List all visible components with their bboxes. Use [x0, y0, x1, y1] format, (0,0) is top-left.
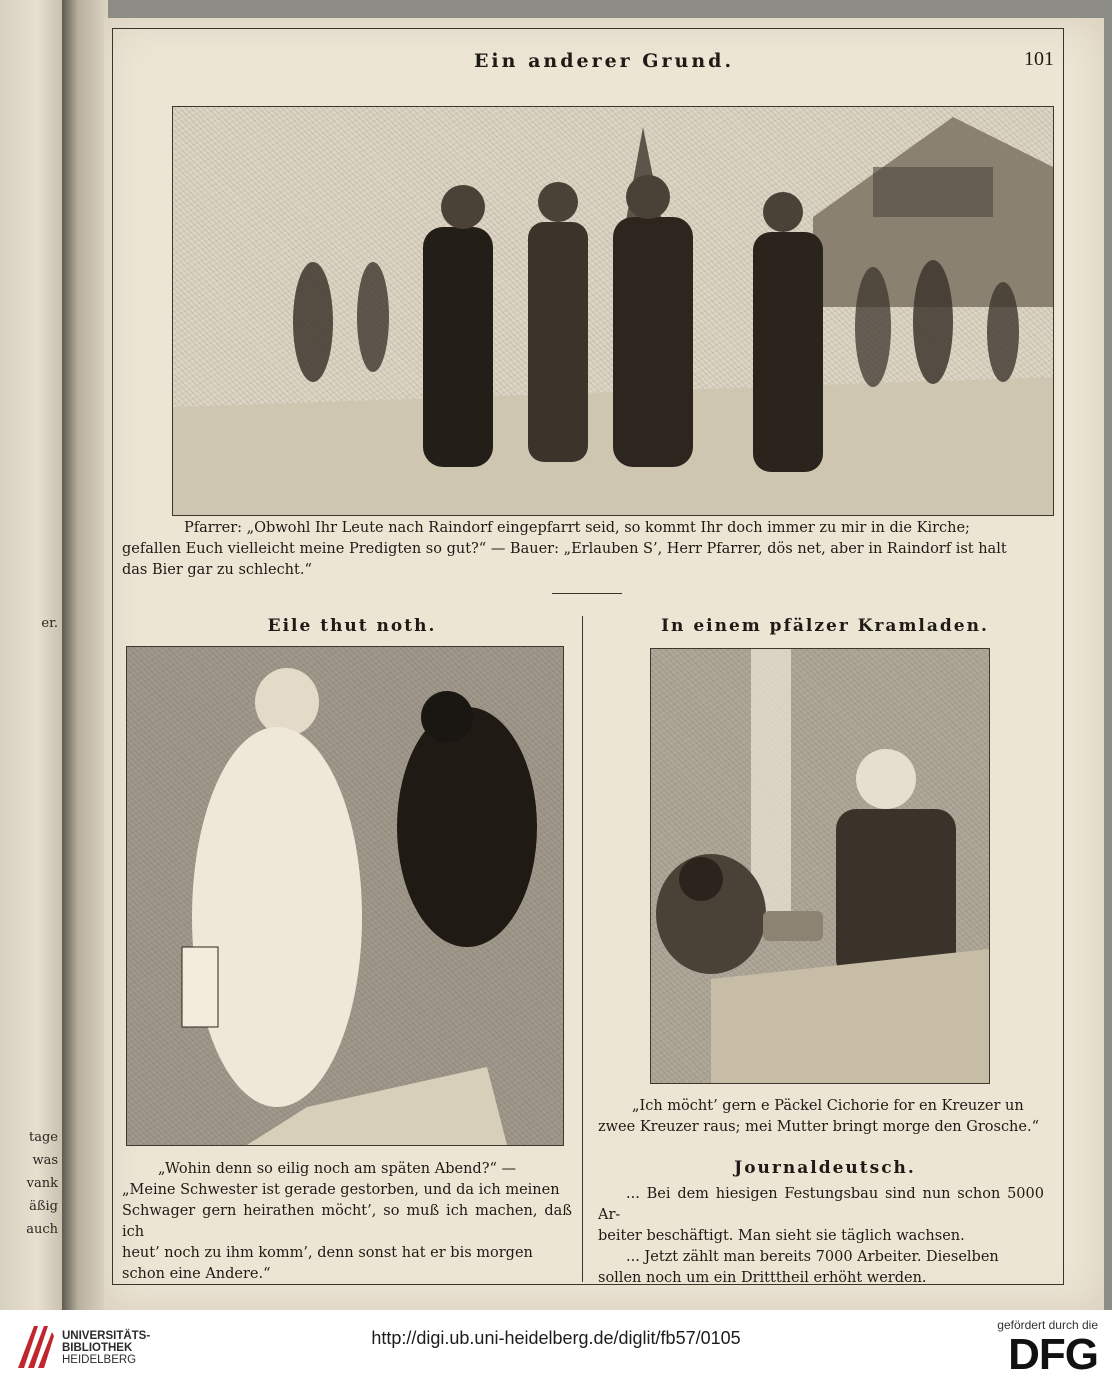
caption-line: ... Jetzt zählt man bereits 7000 Arbeiter. Dieselben [626, 1249, 999, 1265]
peasant-figure [613, 217, 693, 467]
caption-line: ... Bei dem hiesigen Festungsbau sind nun schon 5000 Ar- [598, 1186, 1044, 1223]
peasant-figure [753, 232, 823, 472]
shopkeeper-figure [836, 809, 956, 979]
prev-page-fragment: was [32, 1153, 58, 1168]
funded-by-label: gefördert durch die [997, 1318, 1098, 1332]
library-name-line: BIBLIOTHEK [62, 1342, 133, 1354]
girl-figure [397, 707, 537, 947]
column-divider [582, 616, 583, 1282]
prev-page-fragment: er. [41, 616, 58, 631]
woman-figure [192, 727, 362, 1107]
book-gutter [62, 0, 108, 1310]
illustration-village-street [172, 106, 1054, 516]
prev-page-fragment: tage [29, 1130, 58, 1145]
cichorie-box [763, 911, 823, 941]
caption-line: Schwager gern heirathen möcht’, so muß ich machen, daß ich [122, 1203, 572, 1240]
peasant-figure [528, 222, 588, 462]
woman-scene-drawing [127, 647, 563, 1145]
section-divider [552, 593, 622, 594]
caption-line: gefallen Euch vielleicht meine Predigten so gut?“ — Bauer: „Erlauben S’, Herr Pfarrer, dös net, aber in Raindorf ist halt [122, 541, 1007, 557]
caption-line: Pfarrer: „Obwohl Ihr Leute nach Raindorf eingepfarrt seid, so kommt Ihr doch immer zu mir in die Kirche; [184, 520, 970, 536]
section-title-kramladen: In einem pfälzer Kramladen. [661, 616, 989, 636]
shop-scene-drawing [651, 649, 989, 1083]
section-title-eile: Eile thut noth. [267, 616, 437, 636]
section-title-journaldeutsch: Journaldeutsch. [734, 1158, 916, 1178]
caption-line: schon eine Andere.“ [122, 1266, 271, 1282]
caption-line: beiter beschäftigt. Man sieht sie täglich wachsen. [598, 1228, 965, 1244]
permalink-url[interactable]: http://digi.ub.uni-heidelberg.de/diglit/fb57/0105 [371, 1328, 741, 1348]
caption-line: heut’ noch zu ihm komm’, denn sonst hat er bis morgen [122, 1245, 533, 1261]
viewer-footer [0, 1310, 1112, 1387]
dfg-logo[interactable]: DFG [1008, 1330, 1098, 1379]
eile-caption [122, 1159, 572, 1285]
kramladen-caption [598, 1096, 1044, 1138]
prev-page-fragment: vank [26, 1176, 58, 1191]
prev-page-fragment: äßig [29, 1199, 58, 1214]
caption-line: sollen noch um ein Dritttheil erhöht werden. [598, 1270, 927, 1286]
library-name-line: UNIVERSITÄTS- [62, 1330, 151, 1342]
page-number: 101 [1024, 48, 1054, 70]
illustration-woman-and-girl [126, 646, 564, 1146]
caption-line: „Wohin denn so eilig noch am späten Abend?“ — [158, 1161, 516, 1177]
prev-page-fragment: auch [26, 1222, 58, 1237]
caption-line: das Bier gar zu schlecht.“ [122, 562, 312, 578]
journal-page [104, 18, 1104, 1310]
scene1-caption [122, 518, 1062, 581]
page-header-title: Ein anderer Grund. [473, 50, 735, 72]
journaldeutsch-text [598, 1184, 1044, 1289]
caption-line: zwee Kreuzer raus; mei Mutter bringt morge den Grosche.“ [598, 1119, 1040, 1135]
priest-figure [423, 227, 493, 467]
village-scene-drawing [173, 107, 1053, 515]
illustration-shop-counter [650, 648, 990, 1084]
caption-line: „Ich möcht’ gern e Päckel Cichorie for en Kreuzer un [632, 1098, 1024, 1114]
library-name-line: HEIDELBERG [62, 1354, 137, 1366]
caption-line: „Meine Schwester ist gerade gestorben, und da ich meinen [122, 1182, 560, 1198]
previous-page-edge [0, 0, 63, 1310]
